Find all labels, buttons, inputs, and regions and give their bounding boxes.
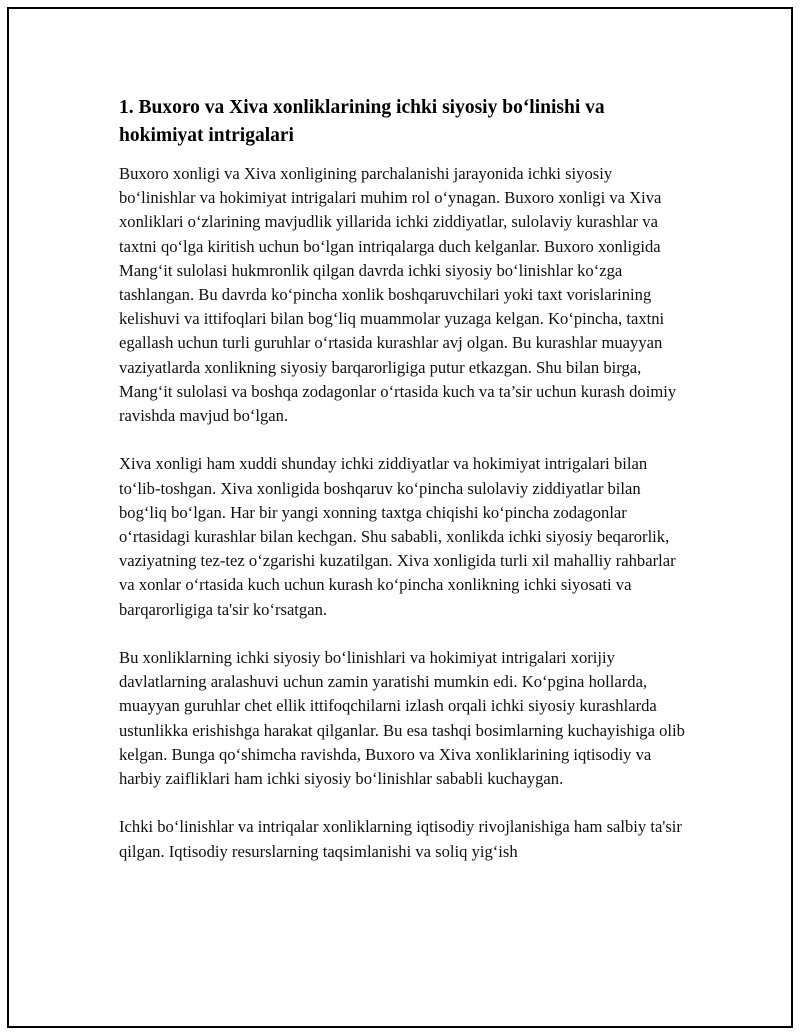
paragraph-2: Xiva xonligi ham xuddi shunday ichki ziddiyatlar va hokimiyat intrigalari bilan to‘lib-toshgan. Xiva xonligida boshqaruv ko‘pincha sulolaviy ziddiyatlar bilan bog‘liq bo‘lgan. Har bir yangi xonning taxtga chiqishi ko‘pincha zodagonlar o‘rtasidagi kurashlar bilan kechgan. Shu sababli, xonlikda ichki siyosiy beqarorlik, vaziyatning tez-tez o‘zgarishi kuzatilgan. Xiva xonligida turli xil mahalliy rahbarlar va xonlar o‘rtasida kuch uchun kurash ko‘pincha xonlikning ichki siyosati va barqarorligiga ta'sir ko‘rsatgan. <box>119 454 676 619</box>
paragraph-4: Ichki bo‘linishlar va intriqalar xonliklarning iqtisodiy rivojlanishiga ham salbiy ta'sir qilgan. Iqtisodiy resurslarning taqsimlanishi va soliq yig‘ish <box>119 817 682 861</box>
document-body <box>119 94 689 888</box>
paragraph-3: Bu xonliklarning ichki siyosiy bo‘linishlari va hokimiyat intrigalari xorijiy davlatlarning aralashuvi uchun zamin yaratishi mumkin edi. Ko‘pgina hollarda, muayyan guruhlar chet ellik ittifoqchilarni izlash orqali ichki siyosiy kurashlarda ustunlikka erishishga harakat qilganlar. Bu esa tashqi bosimlarning kuchayishiga olib kelgan. Bunga qo‘shimcha ravishda, Buxoro va Xiva xonliklarining iqtisodiy va harbiy zaifliklari ham ichki siyosiy bo‘linishlar sababli kuchaygan. <box>119 648 685 789</box>
paragraph-1: Buxoro xonligi va Xiva xonligining parchalanishi jarayonida ichki siyosiy bo‘linishlar va hokimiyat intrigalari muhim rol o‘ynagan. Buxoro xonligi va Xiva xonliklari o‘zlarining mavjudlik yillarida ichki ziddiyatlar, sulolaviy kurashlar va taxtni qo‘lga kiritish uchun bo‘lgan intriqalarga duch kelganlar. Buxoro xonligida Mang‘it sulolasi hukmronlik qilgan davrda ichki siyosiy bo‘linishlar ko‘zga tashlangan. Bu davrda ko‘pincha xonlik boshqaruvchilari yoki taxt vorislarining kelishuvi va ittifoqlari bilan bog‘liq muammolar yuzaga kelgan. Ko‘pincha, taxtni egallash uchun turli guruhlar o‘rtasida kurashlar avj olgan. Bu kurashlar muayyan vaziyatlarda xonlikning siyosiy barqarorligiga putur etkazgan. Shu bilan birga, Mang‘it sulolasi va boshqa zodagonlar o‘rtasida kuch va ta’sir uchun kurash doimiy ravishda mavjud bo‘lgan. <box>119 164 677 426</box>
section-heading: 1. Buxoro va Xiva xonliklarining ichki siyosiy bo‘linishi va hokimiyat intrigalari <box>119 97 605 146</box>
page-frame <box>7 7 793 1028</box>
